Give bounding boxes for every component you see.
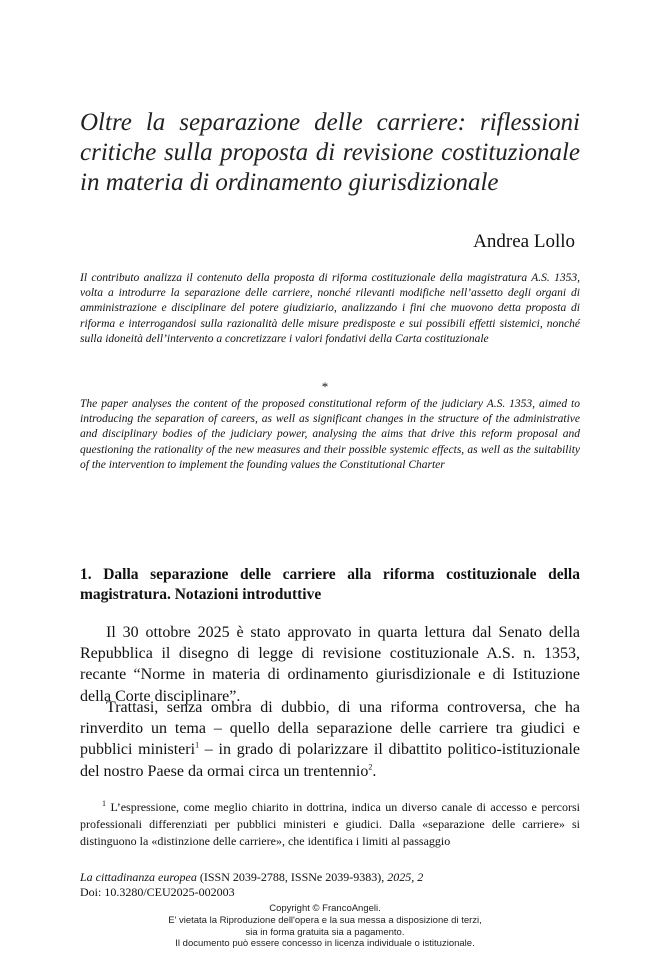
footnote-number: 1 [102, 799, 106, 808]
journal-citation [80, 870, 423, 885]
copyright-line: E' vietata la Riproduzione dell'opera e la sua messa a disposizione di terzi, [168, 914, 482, 926]
journal-issn: (ISSN 2039-2788, ISSNe 2039-9383), [196, 870, 388, 884]
abstract-italian: Il contributo analizza il contenuto della proposta di riforma costituzionale della magistratura A.S. 1353, volta a introdurre la separazione delle carriere, nonché rilevanti modifiche nell’assetto degli organi di amministrazione e disciplinare del potere giudiziario, analizzando i fini che muovono detta proposta di riforma e interrogandosi sulla razionalità delle misure predisposte e sui possibili effetti sistemici, nonché sulla idoneità dell’intervento a concretizzare i valori fondativi della Carta costituzionale [80, 272, 580, 345]
footnote-ref-2[interactable]: 2 [368, 762, 373, 772]
copyright-line: Copyright © FrancoAngeli. [269, 903, 381, 914]
paragraph-part: . [372, 762, 377, 780]
footnote [80, 799, 580, 850]
journal-issue: 2025, 2 [387, 870, 424, 884]
paragraph-part: – in grado di polarizzare il dibattito politico-istituzionale del nostro Paese da ormai circa un trentennio [80, 741, 580, 780]
body-paragraph-1 [80, 622, 580, 707]
section-heading: 1. Dalla separazione delle carriere alla riforma costituzionale della magistratura. Notazioni introduttive [80, 566, 580, 603]
abstract-separator: * [321, 379, 329, 394]
copyright-line: Il documento può essere concesso in licenza individuale o istituzionale. [175, 938, 475, 950]
abstract-english: The paper analyses the content of the proposed constitutional reform of the judiciary A.S. 1353, aimed to introducing the separation of careers, as well as significant changes in the structure of the administrative and disciplinary bodies of the judiciary power, analysing the aims that drive this reform proposal and questioning the rationality of the new measures and their possible systemic effects, as well as the suitability of the intervention to implement the founding values the Constitutional Charter [80, 398, 580, 471]
paragraph-text: Il 30 ottobre 2025 è stato approvato in quarta lettura dal Senato della Repubblica il disegno di legge di revisione costituzionale A.S. n. 1353, recante “Norme in materia di ordinamento giurisdizionale e di Istituzione della Corte disciplinare”. [80, 624, 580, 705]
copyright-notice [0, 903, 650, 950]
body-paragraph-2 [80, 697, 580, 782]
journal-doi: Doi: 10.3280/CEU2025-002003 [80, 885, 235, 899]
paragraph-part: Trattasi, senza ombra di dubbio, di una riforma controversa, che ha rinverdito un tema – quello della separazione delle carriere tra giudici e pubblici ministeri [80, 699, 580, 759]
article-title: Oltre la separazione delle carriere: riflessioni critiche sulla proposta di revisione costituzionale in materia di ordinamento giurisdizionale [80, 109, 580, 196]
footnote-ref-1[interactable]: 1 [195, 741, 200, 751]
paragraph-text [80, 697, 580, 782]
journal-name: La cittadinanza europea [80, 870, 197, 884]
journal-info [80, 870, 423, 900]
footnote-text: L’espressione, come meglio chiarito in dottrina, indica un diverso canale di accesso e percorsi professionali differenziati per pubblici ministeri e giudici. Dalla «separazione delle carriere» si distinguono la «distinzione delle carriere», che identifica i limiti al passaggio [80, 800, 580, 848]
author-name: Andrea Lollo [473, 231, 575, 252]
copyright-line: sia in forma gratuita sia a pagamento. [245, 926, 405, 938]
